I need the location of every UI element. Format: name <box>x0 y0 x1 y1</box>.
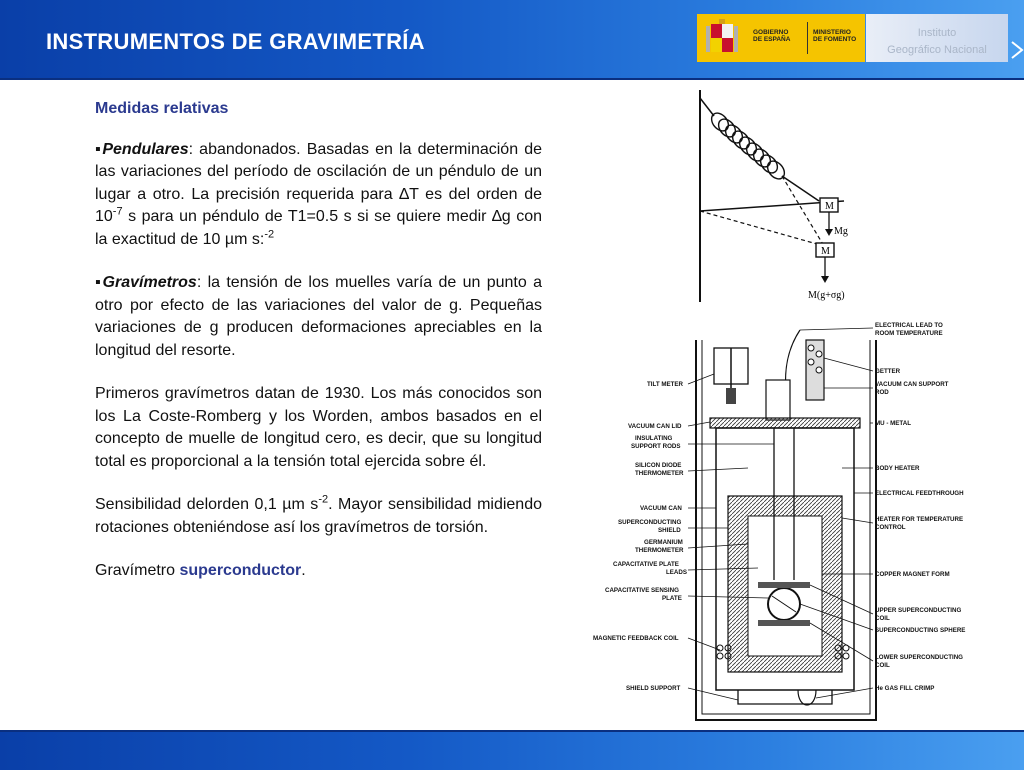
label: SHIELD <box>658 527 681 534</box>
label: LOWER SUPERCONDUCTING <box>875 654 963 661</box>
label: COIL <box>875 662 890 669</box>
label: He GAS FILL CRIMP <box>875 685 935 692</box>
spring-icon <box>708 110 788 182</box>
term-gravimetros: Gravímetros <box>102 274 197 291</box>
label: CONTROL <box>875 524 906 531</box>
label: BODY HEATER <box>875 465 920 472</box>
exponent: -7 <box>112 205 123 218</box>
label: MU - METAL <box>875 420 911 427</box>
lower-coil <box>758 620 810 626</box>
upper-coil <box>758 582 810 588</box>
label: GETTER <box>875 368 901 375</box>
text: : abandonados. Basadas en la determinación de las variaciones del período de oscilación de un péndulo de un lugar a otro. La precisión requerida para ∆T es del orden de 10 <box>95 140 542 225</box>
label: COIL <box>875 615 890 622</box>
spring-lead <box>700 98 714 116</box>
mg-label: Mg <box>834 226 848 237</box>
bullet: ▪ <box>95 140 103 158</box>
deflected-beam <box>700 211 824 246</box>
label: UPPER SUPERCONDUCTING <box>875 607 962 614</box>
exponent: -2 <box>318 493 329 506</box>
label: SUPERCONDUCTING <box>618 519 682 526</box>
ign-line2: Geográfico Nacional <box>887 44 987 56</box>
paragraph-history: Primeros gravímetros datan de 1930. Los más conocidos son los La Coste-Romberg y los Worden, ambos basados en el concepto de muelle de longitud cero, es decir, que su longitud total es proporcional a la tensión total ejercida sobre él. <box>95 385 542 470</box>
gov-line2: DE ESPAÑA <box>753 36 791 43</box>
label: MAGNETIC FEEDBACK COIL <box>593 635 679 642</box>
paragraph-superconductor <box>95 560 542 583</box>
left-labels <box>593 381 687 692</box>
label: TILT METER <box>647 381 683 388</box>
exponent: -2 <box>264 228 275 241</box>
section-subtitle: Medidas relativas <box>95 100 229 117</box>
term-superconductor: superconductor <box>179 562 302 579</box>
ministry-line2: DE FOMENTO <box>813 36 857 43</box>
text: s para un péndulo de T1=0.5 s si se quiere medir ∆g con la exactitud de 10 µm s: <box>95 208 542 248</box>
superconducting-gravimeter-diagram <box>588 318 988 728</box>
shield-support <box>738 690 832 704</box>
ign-line1: Instituto <box>917 27 957 39</box>
label: CAPACITATIVE SENSING <box>605 587 679 594</box>
label: VACUUM CAN SUPPORT <box>875 381 949 388</box>
vacuum-can-lid <box>710 418 860 428</box>
spring-tail <box>782 176 819 201</box>
page-title: INSTRUMENTOS DE GRAVIMETRÍA <box>46 29 425 54</box>
label: ROOM TEMPERATURE <box>875 330 943 337</box>
term-pendulares: Pendulares <box>102 140 189 158</box>
label: ROD <box>875 389 889 396</box>
divider <box>807 22 808 54</box>
label: THERMOMETER <box>635 470 684 477</box>
label: COPPER MAGNET FORM <box>875 571 950 578</box>
right-labels <box>875 322 965 692</box>
mass2-label: M <box>821 246 830 257</box>
mass-label: M <box>825 201 834 212</box>
label: SUPPORT RODS <box>631 443 681 450</box>
paragraph-pendulares <box>95 139 542 252</box>
text: . Mayor sensibilidad midiendo rotaciones obteniéndose así los gravímetros de torsión. <box>95 496 543 536</box>
label: GERMANIUM <box>644 539 683 546</box>
label: SILICON DIODE <box>635 462 682 469</box>
paragraph-gravimetros <box>95 272 542 362</box>
force-label: M(g+σg) <box>808 290 845 301</box>
text: . <box>301 562 306 579</box>
text: Sensibilidad delorden 0,1 µm s <box>95 496 319 513</box>
paragraph-sensitivity <box>95 494 542 539</box>
label: LEADS <box>666 569 687 576</box>
corner-decoration-icon <box>1010 40 1024 60</box>
label: PLATE <box>662 595 682 602</box>
label: HEATER FOR TEMPERATURE <box>875 516 964 523</box>
label: SHIELD SUPPORT <box>626 685 681 692</box>
label: ELECTRICAL LEAD TO <box>875 322 943 329</box>
label: THERMOMETER <box>635 547 684 554</box>
coat-of-arms-icon <box>705 18 739 58</box>
label: SUPERCONDUCTING SPHERE <box>875 627 966 634</box>
government-logo <box>697 14 865 62</box>
main-text <box>95 98 542 604</box>
support-rod-top <box>766 380 790 420</box>
tilt-meter-weight <box>726 388 736 404</box>
text: : la tensión de los muelles varía de un punto a otro por efecto de las variaciones del valor de g. Pequeñas variaciones de g producen deformaciones apreciables en la longitud del resorte. <box>95 274 542 359</box>
label: VACUUM CAN LID <box>628 423 682 430</box>
label: INSULATING <box>635 435 673 442</box>
bullet: ▪ <box>95 274 103 291</box>
gas-fill-crimp <box>798 690 816 705</box>
label: ELECTRICAL FEEDTHROUGH <box>875 490 964 497</box>
header-bar <box>0 0 1024 80</box>
gov-line1: GOBIERNO <box>753 29 789 36</box>
ign-logo <box>866 14 1008 62</box>
text: Gravímetro <box>95 562 180 579</box>
arrow-head-icon <box>825 229 833 236</box>
arrow-head-2-icon <box>821 276 829 283</box>
footer-bar <box>0 730 1024 770</box>
spring-gravimeter-diagram <box>694 88 864 304</box>
ministry-line1: MINISTERIO <box>813 29 851 36</box>
label: CAPACITATIVE PLATE <box>613 561 679 568</box>
label: VACUUM CAN <box>640 505 682 512</box>
